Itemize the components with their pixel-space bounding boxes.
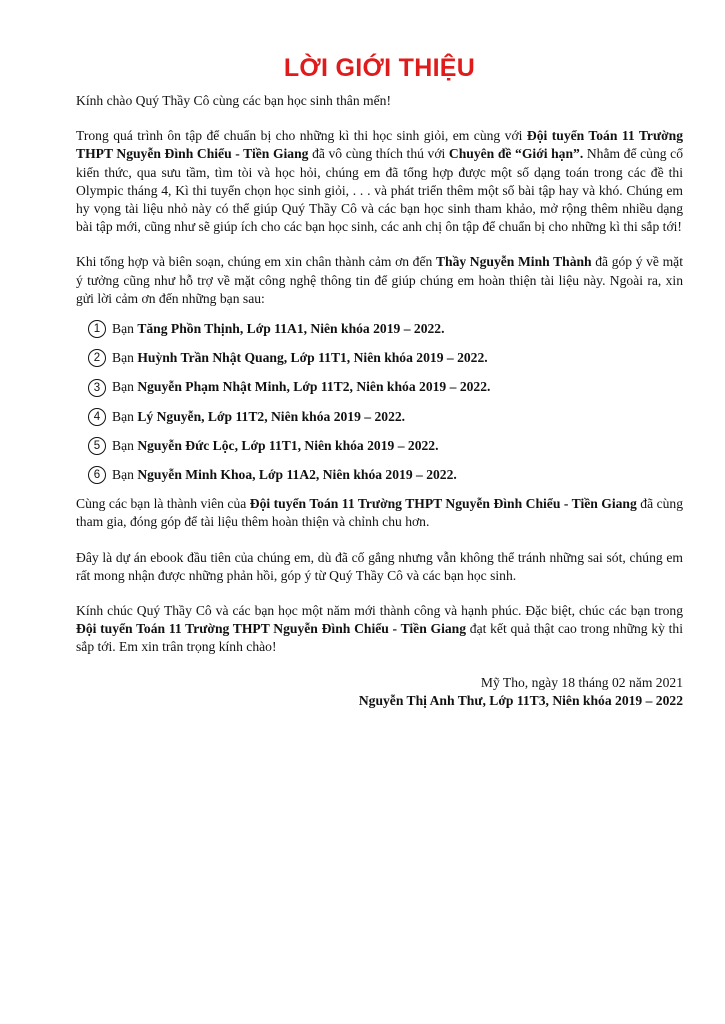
- list-item: 5 Bạn Nguyễn Đức Lộc, Lớp 11T1, Niên khóa 2019 – 2022.: [76, 437, 683, 455]
- list-item: 1 Bạn Tăng Phồn Thịnh, Lớp 11A1, Niên khóa 2019 – 2022.: [76, 320, 683, 338]
- teacher-name: Thầy Nguyễn Minh Thành: [435, 254, 592, 270]
- student-list: [76, 320, 683, 484]
- topic-name: Chuyên đề “Giới hạn”.: [448, 146, 584, 162]
- members-paragraph: Cùng các bạn là thành viên của Đội tuyển Toán 11 Trường THPT Nguyễn Đình Chiểu - Tiền Giang đã cùng tham gia, đóng góp để tài liệu thêm hoàn thiện và chỉnh chu hơn.: [76, 496, 683, 530]
- student-name: Nguyễn Phạm Nhật Minh, Lớp 11T2, Niên khóa 2019 – 2022.: [137, 379, 491, 395]
- page-title: LỜI GIỚI THIỆU: [283, 54, 476, 82]
- wishes-paragraph: Kính chúc Quý Thầy Cô và các bạn học một năm mới thành công và hạnh phúc. Đặc biệt, chúc các bạn trong Đội tuyển Toán 11 Trường THPT Nguyễn Đình Chiểu - Tiền Giang đạt kết quả thật cao trong những kỳ thi sắp tới. Em xin trân trọng kính chào!: [76, 603, 684, 655]
- intro-paragraph: Trong quá trình ôn tập để chuẩn bị cho những kì thi học sinh giỏi, em cùng với Đội tuyển Toán 11 Trường THPT Nguyễn Đình Chiểu - Tiền Giang đã vô cùng thích thú với Chuyên đề “Giới hạn”. Nhằm để củng cố kiến thức, qua sưu tầm, tìm tòi và học hỏi, chúng em đã tổng hợp được một số dạng toán trong các đề thi Olympic tháng 4, Kì thi tuyển chọn học sinh giỏi, . . . và phát triển thêm một số bài tập hay và khó. Chúng em hy vọng tài liệu nhỏ này có thể giúp Quý Thầy Cô và các bạn học sinh tham khảo, mở rộng thêm nhiều dạng bài tập mới, cũng như sẽ giúp ích cho các bạn học sinh, các anh chị ôn tập để chuẩn bị cho những kì thi sắp tới!: [76, 128, 684, 235]
- list-item: 3 Bạn Nguyễn Phạm Nhật Minh, Lớp 11T2, Niên khóa 2019 – 2022.: [76, 378, 683, 396]
- circled-number: 5: [88, 437, 106, 455]
- student-name: Lý Nguyễn, Lớp 11T2, Niên khóa 2019 – 2022.: [137, 408, 406, 424]
- document-page: [76, 52, 683, 710]
- team-name: Đội tuyển Toán 11 Trường THPT Nguyễn Đình Chiểu - Tiền Giang: [76, 128, 684, 162]
- ebook-paragraph: Đây là dự án ebook đầu tiên của chúng em, dù đã cố gắng nhưng vẫn không thể tránh những sai sót, chúng em rất mong nhận được những phản hồi, góp ý từ Quý Thầy Cô và các bạn học sinh.: [76, 549, 683, 583]
- list-item: 4 Bạn Lý Nguyễn, Lớp 11T2, Niên khóa 2019 – 2022.: [76, 408, 683, 426]
- list-item: 2 Bạn Huỳnh Trần Nhật Quang, Lớp 11T1, Niên khóa 2019 – 2022.: [76, 349, 683, 367]
- circled-number: 3: [88, 379, 106, 397]
- team-name: Đội tuyển Toán 11 Trường THPT Nguyễn Đình Chiểu - Tiền Giang: [76, 621, 467, 637]
- circled-number: 6: [88, 466, 106, 484]
- student-name: Nguyễn Minh Khoa, Lớp 11A2, Niên khóa 2019 – 2022.: [137, 467, 457, 483]
- list-item: 6 Bạn Nguyễn Minh Khoa, Lớp 11A2, Niên khóa 2019 – 2022.: [76, 466, 683, 484]
- student-name: Nguyễn Đức Lộc, Lớp 11T1, Niên khóa 2019 – 2022.: [137, 437, 439, 453]
- circled-number: 1: [88, 320, 106, 338]
- place-date: Mỹ Tho, ngày 18 tháng 02 năm 2021: [480, 674, 683, 690]
- student-name: Huỳnh Trần Nhật Quang, Lớp 11T1, Niên khóa 2019 – 2022.: [137, 350, 488, 366]
- signature-author: Nguyễn Thị Anh Thư, Lớp 11T3, Niên khóa 2019 – 2022: [358, 692, 683, 708]
- thanks-paragraph: Khi tổng hợp và biên soạn, chúng em xin chân thành cảm ơn đến Thầy Nguyễn Minh Thành đã góp ý về mặt ý tưởng cũng như hỗ trợ về mặt công nghệ thông tin để giúp chúng em hoàn thiện tài liệu này. Ngoài ra, xin gửi lời cảm ơn đến những bạn sau:: [76, 254, 683, 306]
- team-name: Đội tuyển Toán 11 Trường THPT Nguyễn Đình Chiểu - Tiền Giang: [249, 496, 637, 512]
- circled-number: 2: [88, 349, 106, 367]
- student-name: Tăng Phồn Thịnh, Lớp 11A1, Niên khóa 2019 – 2022.: [137, 321, 445, 337]
- greeting: Kính chào Quý Thầy Cô cùng các bạn học sinh thân mến!: [76, 93, 391, 108]
- circled-number: 4: [88, 408, 106, 426]
